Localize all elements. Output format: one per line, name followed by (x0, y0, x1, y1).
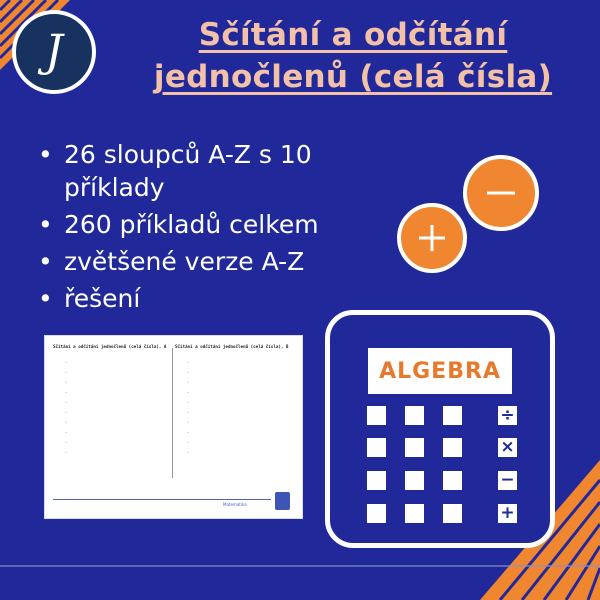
calculator-key (405, 471, 424, 490)
title-line-1: Sčítání a odčítání (198, 17, 508, 53)
worksheet-problem: – (187, 380, 189, 384)
worksheet-problems-a (53, 357, 173, 457)
worksheet-problem: – (187, 370, 189, 374)
bottom-divider (0, 565, 600, 567)
worksheet-column-a-title: Sčítání a odčítání jednočlenů (celá čísla), A (53, 344, 167, 349)
calculator-key (367, 406, 386, 425)
calculator-display-text: ALGEBRA (379, 358, 501, 384)
worksheet-problem: – (65, 370, 67, 374)
worksheet-problem: – (65, 430, 67, 434)
calculator-key (367, 471, 386, 490)
calculator-key (443, 438, 462, 457)
title-line-2: jednočlenů (celá čísla) (153, 59, 553, 95)
page-title (118, 14, 588, 98)
worksheet-problem: – (65, 420, 67, 424)
worksheet-problem: – (65, 440, 67, 444)
worksheet-preview (45, 336, 302, 518)
worksheet-problem: – (65, 360, 67, 364)
divide-icon: ÷ (500, 405, 515, 425)
minus-circle (463, 155, 539, 231)
worksheet-problem: – (65, 400, 67, 404)
calculator-key (405, 438, 424, 457)
logo-letter: J (45, 26, 63, 77)
worksheet-column-a (53, 344, 173, 457)
calculator-key (405, 504, 424, 523)
calculator-icon (275, 492, 290, 510)
feature-item: • řešení (38, 282, 368, 315)
divide-key (498, 406, 517, 425)
worksheet-footer-text: Matematika (223, 502, 247, 507)
feature-item: • 260 příkladů celkem (38, 208, 368, 241)
worksheet-column-b-title: Sčítání a odčítání jednočlenů (celá čísla), B (175, 344, 289, 349)
worksheet-problem: – (187, 440, 189, 444)
worksheet-problem: – (187, 410, 189, 414)
calculator-key (367, 438, 386, 457)
worksheet-column-b (175, 344, 295, 457)
calculator-illustration (325, 310, 555, 548)
feature-item: • 26 sloupců A-Z s 10 příklady (38, 138, 368, 204)
minus-key (498, 471, 517, 490)
worksheet-problem: – (65, 380, 67, 384)
calculator-key (405, 406, 424, 425)
feature-item: • zvětšené verze A-Z (38, 245, 368, 278)
feature-list (38, 138, 368, 319)
plus-icon (415, 221, 449, 255)
worksheet-divider (172, 348, 173, 478)
minus-key-icon: − (500, 470, 515, 490)
minus-icon (481, 173, 521, 213)
multiply-key (498, 438, 517, 457)
worksheet-problem: – (187, 390, 189, 394)
worksheet-problem: – (187, 420, 189, 424)
calculator-key (367, 504, 386, 523)
plus-key (498, 504, 517, 523)
calculator-key (443, 471, 462, 490)
worksheet-problem: – (187, 450, 189, 454)
worksheet-problem: – (187, 430, 189, 434)
brand-logo (12, 10, 96, 94)
plus-key-icon: + (500, 503, 515, 523)
calculator-key (443, 406, 462, 425)
worksheet-problem: – (65, 410, 67, 414)
calculator-display (368, 348, 512, 394)
multiply-icon: × (500, 437, 515, 457)
worksheet-problems-b (175, 357, 295, 457)
calculator-key (443, 504, 462, 523)
worksheet-problem: – (187, 400, 189, 404)
plus-circle (397, 203, 467, 273)
worksheet-problem: – (65, 390, 67, 394)
worksheet-problem: – (65, 450, 67, 454)
worksheet-problem: – (187, 360, 189, 364)
worksheet-footer-line (53, 499, 271, 500)
